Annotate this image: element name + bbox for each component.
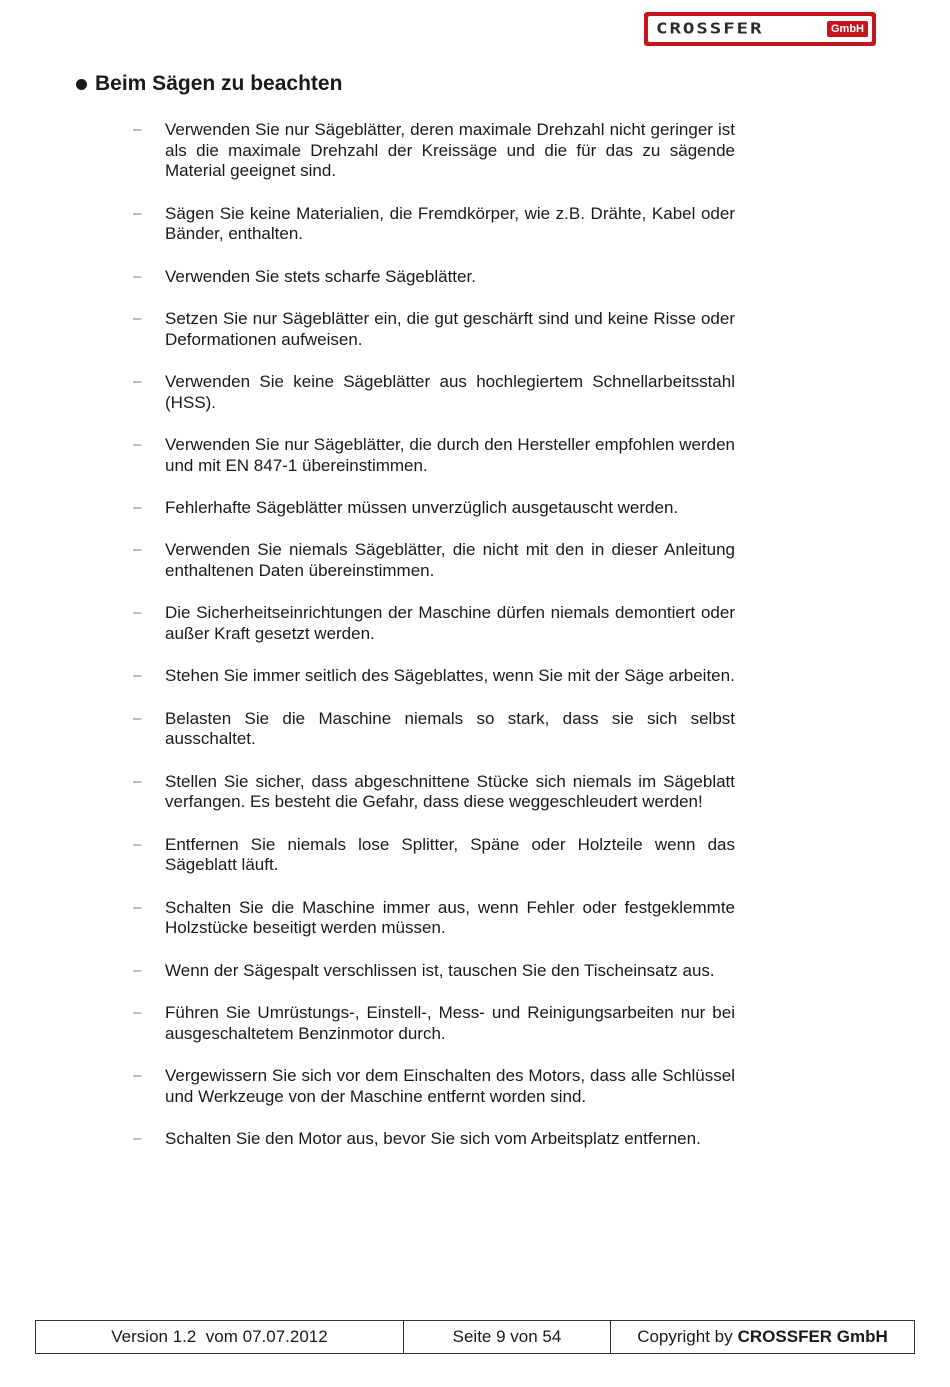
footer-copyright-brand: CROSSFER GmbH <box>737 1327 888 1346</box>
list-item-text: Die Sicherheitseinrichtungen der Maschine dürfen niemals demontiert oder außer Kraft gesetzt werden. <box>165 603 735 643</box>
logo-frame <box>648 16 872 42</box>
footer-copyright <box>611 1321 914 1353</box>
list-item <box>130 898 735 939</box>
dash-icon: – <box>133 961 142 979</box>
list-item <box>130 1003 735 1044</box>
list-item-text: Verwenden Sie nur Sägeblätter, die durch den Hersteller empfohlen werden und mit EN 847-1 übereinstimmen. <box>165 435 735 475</box>
list-item-text: Wenn der Sägespalt verschlissen ist, tauschen Sie den Tischeinsatz aus. <box>165 960 715 980</box>
list-item <box>130 204 735 245</box>
dash-icon: – <box>133 1003 142 1021</box>
list-item-text: Fehlerhafte Sägeblätter müssen unverzüglich ausgetauscht werden. <box>165 498 679 517</box>
dash-icon: – <box>133 1129 142 1147</box>
dash-icon: – <box>133 204 142 222</box>
list-item-text: Stehen Sie immer seitlich des Sägeblattes, wenn Sie mit der Säge arbeiten. <box>165 666 735 686</box>
footer-version <box>36 1321 404 1353</box>
dash-icon: – <box>133 1066 142 1084</box>
list-item-text: Sägen Sie keine Materialien, die Fremdkörper, wie z.B. Drähte, Kabel oder Bänder, enthalten. <box>165 203 735 244</box>
section-heading-text: Beim Sägen zu beachten <box>95 72 343 95</box>
list-item <box>130 666 735 687</box>
dash-icon: – <box>133 835 142 853</box>
list-item <box>130 372 735 413</box>
dash-icon: – <box>133 898 142 916</box>
list-item-text: Belasten Sie die Maschine niemals so stark, dass sie sich selbst ausschaltet. <box>165 708 735 749</box>
list-item <box>130 835 735 876</box>
list-item <box>130 1129 735 1150</box>
list-item-text: Schalten Sie den Motor aus, bevor Sie sich vom Arbeitsplatz entfernen. <box>165 1128 701 1148</box>
list-item <box>130 709 735 750</box>
footer-page-text: Seite 9 von 54 <box>452 1327 562 1346</box>
list-item <box>130 267 735 288</box>
list-item-text: Verwenden Sie stets scharfe Sägeblätter. <box>165 266 476 286</box>
dash-icon: – <box>133 604 142 622</box>
page-footer <box>35 1320 915 1354</box>
dash-icon: – <box>133 121 142 138</box>
list-item-text: Schalten Sie die Maschine immer aus, wenn Fehler oder festgeklemmte Holzstücke beseitigt werden müssen. <box>165 897 735 938</box>
list-item <box>130 772 735 813</box>
crossfer-logo <box>644 12 876 46</box>
dash-icon: – <box>133 772 142 790</box>
list-item <box>130 120 735 182</box>
list-item <box>130 603 735 644</box>
footer-page-number <box>404 1321 611 1353</box>
dash-icon: – <box>133 436 142 453</box>
list-item-text: Verwenden Sie keine Sägeblätter aus hochlegiertem Schnellarbeitsstahl (HSS). <box>165 372 735 412</box>
dash-icon: – <box>133 267 142 285</box>
list-item-text: Verwenden Sie niemals Sägeblätter, die nicht mit den in dieser Anleitung enthaltenen Daten übereinstimmen. <box>165 540 735 580</box>
logo-suffix: GmbH <box>827 21 868 37</box>
dash-icon: – <box>133 709 142 727</box>
list-item-text: Setzen Sie nur Sägeblätter ein, die gut geschärft sind und keine Risse oder Deformationen aufweisen. <box>165 309 735 349</box>
dash-icon: – <box>133 499 142 516</box>
footer-copyright-prefix: Copyright by <box>637 1327 733 1346</box>
list-item <box>130 1066 735 1107</box>
dash-icon: – <box>133 541 142 559</box>
list-item <box>130 961 735 982</box>
list-item <box>130 309 735 350</box>
list-item-text: Entfernen Sie niemals lose Splitter, Späne oder Holzteile wenn das Sägeblatt läuft. <box>165 834 735 875</box>
list-item-text: Führen Sie Umrüstungs-, Einstell-, Mess- und Reinigungsarbeiten nur bei ausgeschaltetem Benzinmotor durch. <box>165 1002 735 1043</box>
logo-wordmark: CROSSFER <box>656 20 764 38</box>
dash-icon: – <box>133 667 142 685</box>
safety-rules-list <box>130 120 735 1171</box>
list-item-text: Stellen Sie sicher, dass abgeschnittene Stücke sich niemals im Sägeblatt verfangen. Es besteht die Gefahr, dass diese weggeschleudert werden! <box>165 771 735 812</box>
bullet-icon <box>76 79 87 90</box>
list-item-text: Verwenden Sie nur Sägeblätter, deren maximale Drehzahl nicht geringer ist als die maximale Drehzahl der Kreissäge und die für das zu sägende Material geeignet sind. <box>165 120 735 181</box>
list-item <box>130 540 735 581</box>
section-heading <box>76 72 342 96</box>
footer-version-text: Version 1.2 vom 07.07.2012 <box>111 1327 328 1346</box>
dash-icon: – <box>133 310 142 327</box>
list-item <box>130 498 735 519</box>
dash-icon: – <box>133 373 142 390</box>
list-item-text: Vergewissern Sie sich vor dem Einschalten des Motors, dass alle Schlüssel und Werkzeuge von der Maschine entfernt worden sind. <box>165 1065 735 1106</box>
list-item <box>130 435 735 476</box>
